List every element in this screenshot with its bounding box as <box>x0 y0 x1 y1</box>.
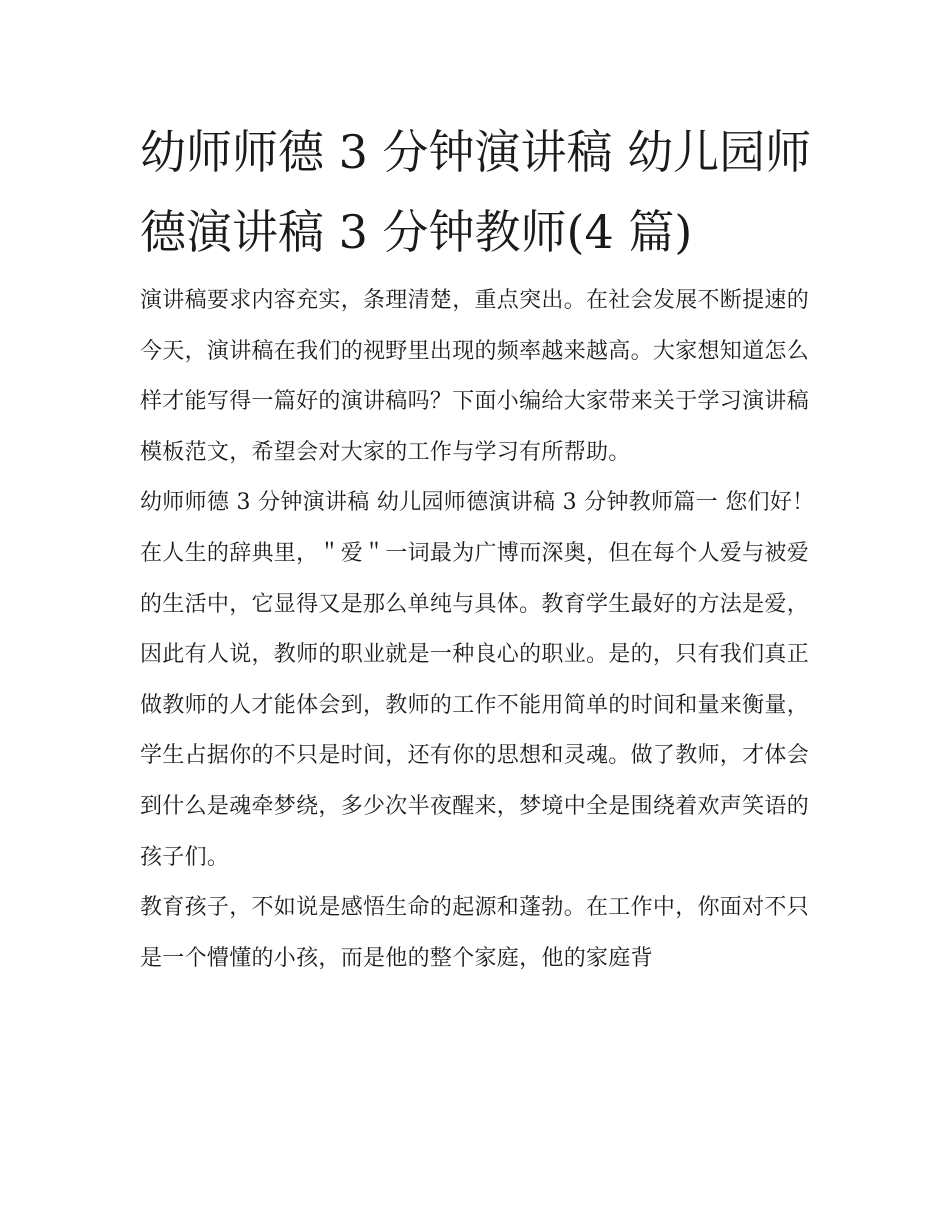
intro-paragraph: 演讲稿要求内容充实，条理清楚，重点突出。在社会发展不断提速的今天，演讲稿在我们的视野里出现的频率越来越高。大家想知道怎么样才能写得一篇好的演讲稿吗？下面小编给大家带来关于学习演讲稿模板范文，希望会对大家的工作与学习有所帮助。 <box>140 288 810 465</box>
document-title: 幼师师德 3 分钟演讲稿 幼儿园师德演讲稿 3 分钟教师(4 篇) <box>140 125 812 259</box>
section-heading-paragraph: 幼师师德 3 分钟演讲稿 幼儿园师德演讲稿 3 分钟教师篇一 您们好！ <box>140 490 815 516</box>
document-body <box>140 276 820 984</box>
body-paragraph: 教育孩子，不如说是感悟生命的起源和蓬勃。在工作中，你面对不只是一个懵懂的小孩，而是他的整个家庭，他的家庭背 <box>140 895 810 971</box>
body-paragraph: 在人生的辞典里，＂爱＂一词最为广博而深奥，但在每个人爱与被爱的生活中，它显得又是那么单纯与具体。教育学生最好的方法是爱，因此有人说，教师的职业就是一种良心的职业。是的，只有我们真正做教师的人才能体会到，教师的工作不能用简单的时间和量来衡量，学生占据你的不只是时间，还有你的思想和灵魂。做了教师，才体会到什么是魂牵梦绕，多少次半夜醒来，梦境中全是围绕着欢声笑语的孩子们。 <box>140 540 810 870</box>
